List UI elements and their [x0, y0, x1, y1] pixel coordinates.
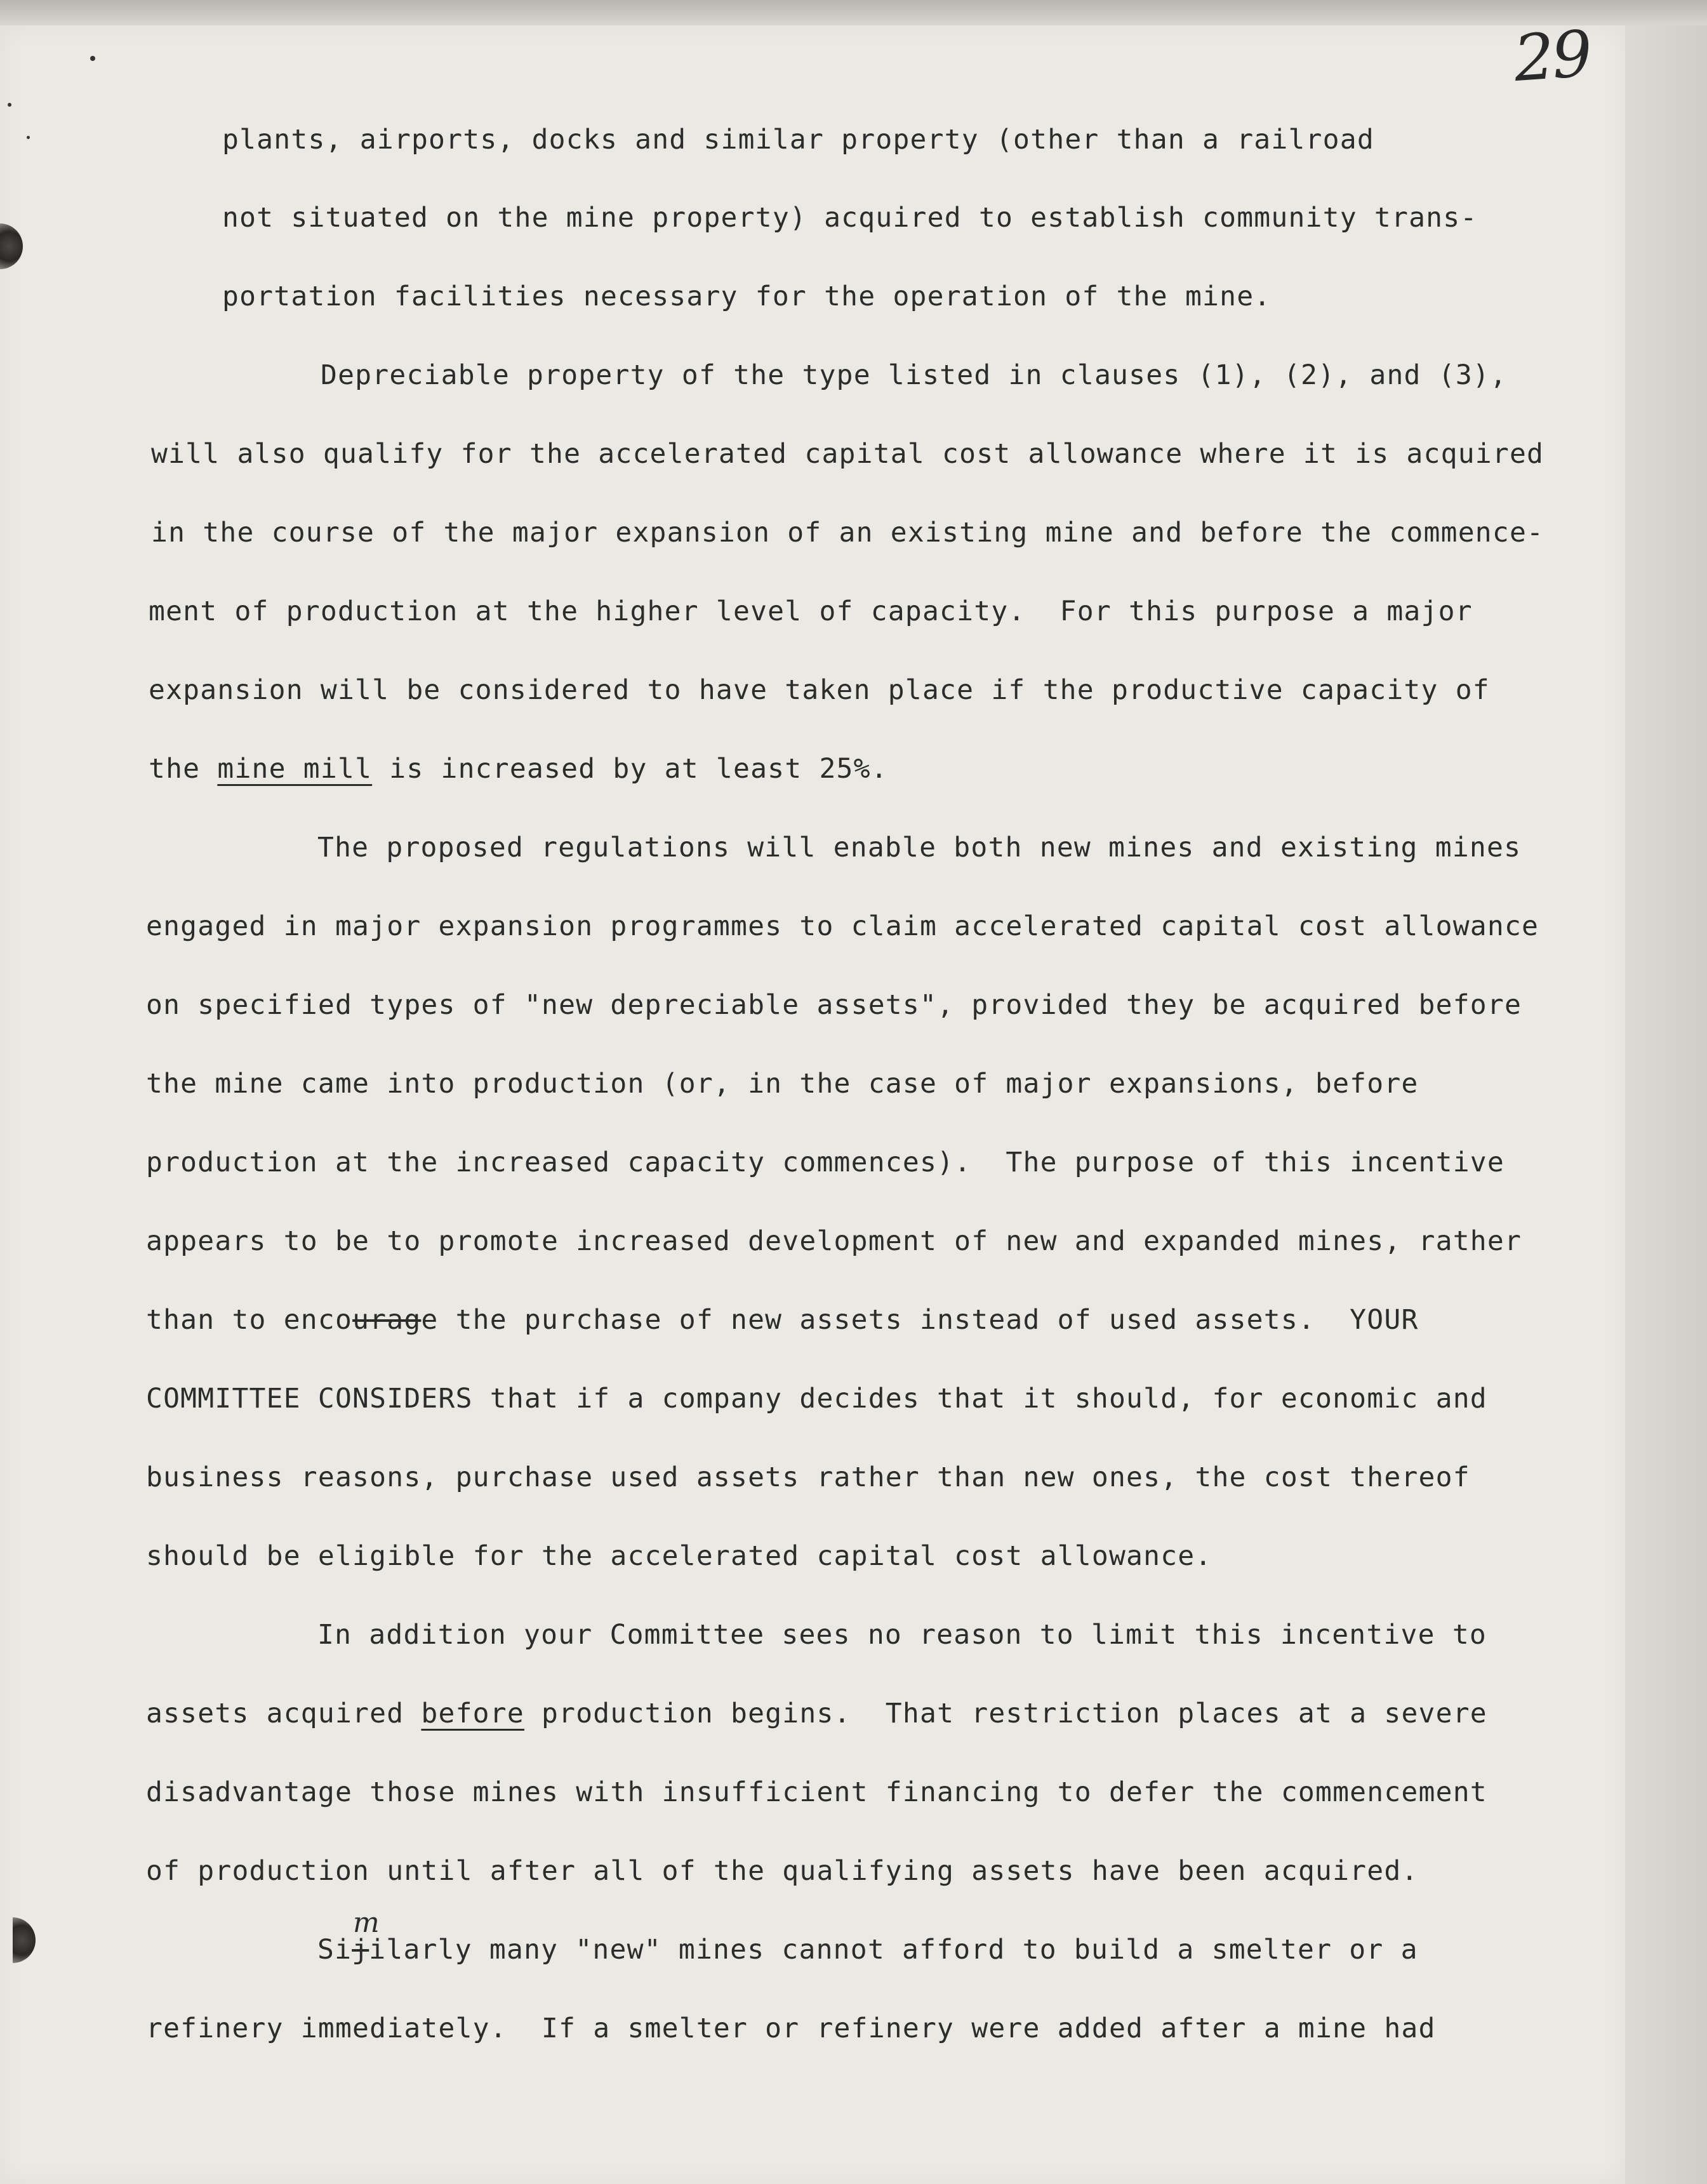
handwritten-insertion-mark: m — [353, 1907, 380, 1939]
handwritten-page-number: 29 — [1511, 16, 1593, 97]
text-segment: the — [149, 753, 218, 785]
text-segment: in the course of the major expansion of an existing mine and before the commence- — [151, 517, 1544, 549]
text-line — [321, 359, 1507, 391]
text-line — [146, 1225, 1522, 1257]
text-line — [146, 989, 1522, 1021]
text-segment: portation facilities necessary for the operation of the mine. — [222, 281, 1272, 312]
speck — [8, 103, 11, 107]
text-segment: Depreciable property of the type listed in clauses (1), (2), and (3), — [321, 359, 1508, 391]
text-segment: business reasons, purchase used assets rather than new ones, the cost thereof — [146, 1462, 1470, 1493]
text-segment: The proposed regulations will enable both new mines and existing mines — [317, 832, 1522, 863]
text-segment: production begins. That restriction places at a severe — [524, 1698, 1487, 1729]
speck — [27, 136, 30, 139]
text-segment: ilarly many "new" mines cannot afford to build a smelter or a — [369, 1934, 1418, 1966]
text-segment: expansion will be considered to have taken place if the productive capacity of — [149, 674, 1490, 706]
text-line — [146, 1304, 1419, 1336]
text-segment: e the purchase of new assets instead of used assets. YOUR — [421, 1304, 1419, 1336]
speck — [90, 56, 95, 61]
text-segment: plants, airports, docks and similar property (other than a railroad — [222, 124, 1374, 156]
text-line — [317, 832, 1521, 863]
text-line — [151, 517, 1544, 549]
text-line — [146, 1855, 1419, 1887]
text-segment: should be eligible for the accelerated capital cost allowance. — [146, 1540, 1212, 1572]
scanner-top-strip — [0, 0, 1707, 25]
text-line — [146, 1540, 1212, 1572]
text-segment: disadvantage those mines with insufficient financing to defer the commencement — [146, 1776, 1487, 1808]
text-segment: refinery immediately. If a smelter or refinery were added after a mine had — [146, 2013, 1436, 2044]
text-segment: appears to be to promote increased development of new and expanded mines, rather — [146, 1225, 1522, 1257]
text-line — [149, 674, 1490, 706]
text-line — [222, 124, 1374, 156]
text-line — [146, 1068, 1419, 1100]
text-line — [146, 1698, 1487, 1729]
text-segment: the mine came into production (or, in the case of major expansions, before — [146, 1068, 1419, 1100]
text-line — [317, 1934, 1418, 1966]
text-line — [146, 1462, 1470, 1493]
text-line — [149, 596, 1473, 627]
text-segment: is increased by at least 25%. — [372, 753, 888, 785]
text-segment: production at the increased capacity commences). The purpose of this incentive — [146, 1147, 1504, 1178]
text-line — [146, 2013, 1436, 2044]
text-line — [222, 202, 1477, 234]
text-segment: COMMITTEE CONSIDERS that if a company decides that it should, for economic and — [146, 1383, 1487, 1415]
text-segment: ment of production at the higher level of capacity. For this purpose a major — [149, 596, 1473, 627]
text-line — [222, 281, 1271, 312]
text-line — [146, 1776, 1487, 1808]
underlined-text: before — [421, 1698, 524, 1729]
text-segment: than to enco — [146, 1304, 353, 1336]
text-segment: In addition your Committee sees no reason to limit this incentive to — [317, 1619, 1487, 1651]
struck-text: urag — [352, 1304, 422, 1336]
struck-text: j — [352, 1934, 369, 1966]
text-segment: will also qualify for the accelerated capital cost allowance where it is acquired — [151, 438, 1544, 470]
text-segment: on specified types of "new depreciable assets", provided they be acquired before — [146, 989, 1522, 1021]
text-segment: Si — [317, 1934, 352, 1966]
text-segment: of production until after all of the qualifying assets have been acquired. — [146, 1855, 1419, 1887]
text-segment: not situated on the mine property) acquired to establish community trans- — [222, 202, 1478, 234]
text-line — [146, 910, 1539, 942]
text-line — [317, 1619, 1487, 1651]
text-line — [146, 1383, 1487, 1415]
text-segment: engaged in major expansion programmes to claim accelerated capital cost allowance — [146, 910, 1539, 942]
underlying-page-edge — [1625, 25, 1707, 2184]
text-line — [151, 438, 1544, 470]
text-line — [146, 1147, 1504, 1178]
text-line — [149, 753, 888, 785]
underlined-text: mine mill — [217, 753, 373, 785]
text-segment: assets acquired — [146, 1698, 422, 1729]
